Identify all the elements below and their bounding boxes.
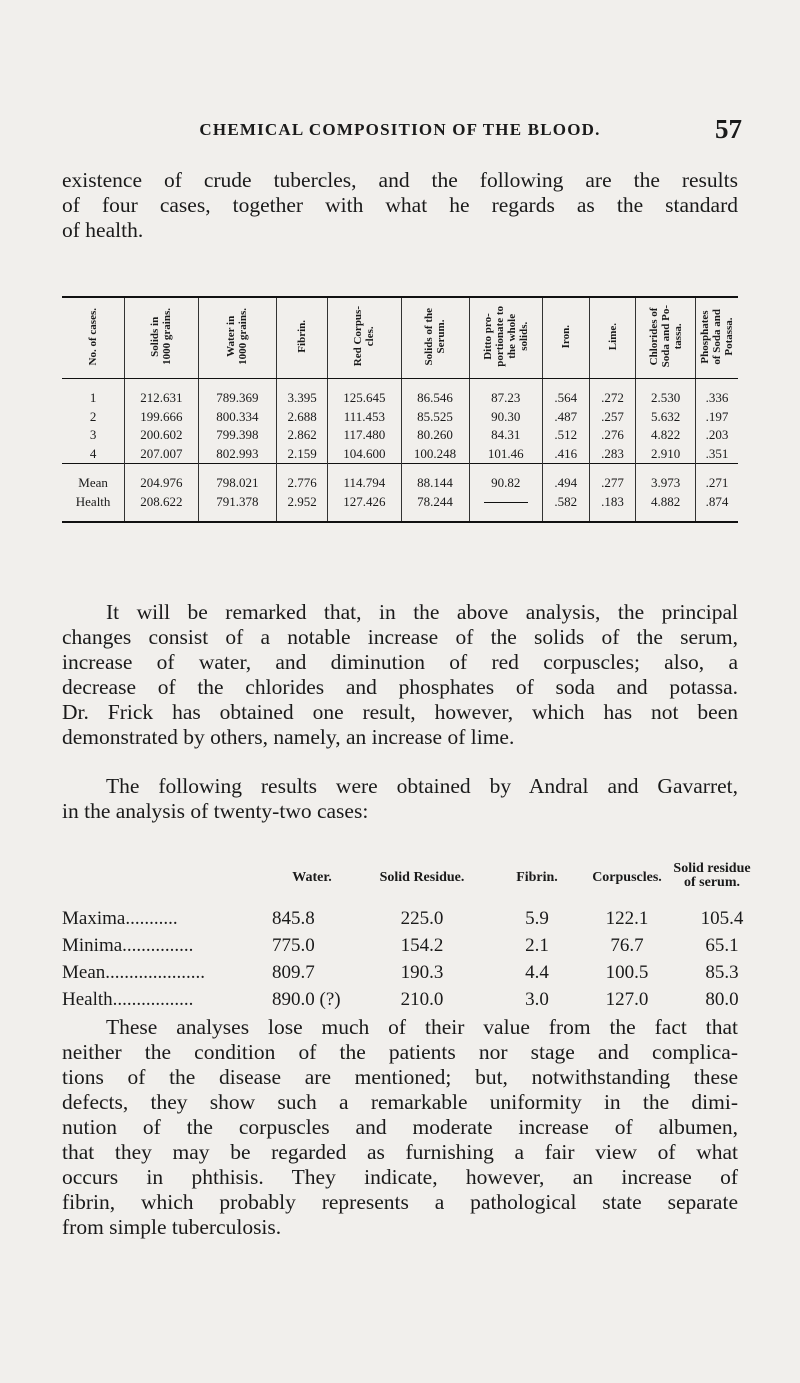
table-row <box>62 962 742 989</box>
spacer-cell <box>125 511 198 522</box>
column-header-text: Solids in 1000 grains. <box>149 308 174 365</box>
spacer-cell <box>62 511 125 522</box>
text-line: demonstrated by others, namely, an increase of lime. <box>62 725 515 749</box>
table-cell: 104.600 <box>328 445 401 464</box>
spacer-cell <box>636 511 696 522</box>
table-cell: 100.5 <box>605 962 649 983</box>
column-header-text: Iron. <box>559 324 572 349</box>
table-cell: .351 <box>695 445 738 464</box>
table-cell: .512 <box>542 426 589 445</box>
table-row <box>62 445 738 464</box>
table-cell: .257 <box>589 408 636 427</box>
spacer-cell <box>589 511 636 522</box>
column-header <box>125 297 198 379</box>
text-line: from simple tuberculosis. <box>62 1215 282 1239</box>
table-cell: .582 <box>542 493 589 512</box>
table-cell: 200.602 <box>125 426 198 445</box>
column-header-text: Ditto pro- portionate to the whole solids. <box>481 306 530 367</box>
table-cell: 204.976 <box>125 474 198 493</box>
table-cell: 2.910 <box>636 445 696 464</box>
column-header <box>198 297 277 379</box>
table-cell: 76.7 <box>610 935 644 956</box>
table-cell: 210.0 <box>400 989 444 1010</box>
column-header <box>277 297 328 379</box>
table-cell: 2.862 <box>277 426 328 445</box>
table-cell: 845.8 <box>272 908 315 929</box>
spacer-cell <box>542 464 589 475</box>
spacer-cell <box>125 379 198 390</box>
table-cell: 154.2 <box>400 935 444 956</box>
table-cell: .487 <box>542 408 589 427</box>
col-fibrin: Fibrin. <box>516 870 558 885</box>
column-header <box>636 297 696 379</box>
table-cell: Mean <box>78 475 108 491</box>
table-cell: 122.1 <box>605 908 649 929</box>
table-cell: 101.46 <box>469 445 542 464</box>
page-number: 57 <box>715 114 742 144</box>
table-cell: 4.882 <box>636 493 696 512</box>
table-row <box>62 935 742 962</box>
table-row <box>62 408 738 427</box>
paragraph-intro <box>62 168 738 243</box>
table-cell: 125.645 <box>328 389 401 408</box>
spacer-cell <box>401 379 469 390</box>
column-header-text: Red Corpus- cles. <box>352 306 377 367</box>
text-line: changes consist of a notable increase of the solids of the serum, <box>62 625 738 649</box>
table-cell: .197 <box>695 408 738 427</box>
spacer-cell <box>469 379 542 390</box>
table-cell: 80.0 <box>705 989 739 1010</box>
spacer-cell <box>401 511 469 522</box>
column-header-text: No. of cases. <box>87 307 100 366</box>
column-header <box>589 297 636 379</box>
col-solid-residue: Solid Residue. <box>379 870 465 885</box>
table-cell: 65.1 <box>705 935 739 956</box>
spacer-cell <box>695 464 738 475</box>
table-cell: 4.4 <box>525 962 549 983</box>
table-cell: 88.144 <box>401 474 469 493</box>
table-row <box>62 474 738 493</box>
table-cell: .271 <box>695 474 738 493</box>
text-line: These analyses lose much of their value from the fact that <box>106 1015 738 1039</box>
text-line: nution of the corpuscles and moderate increase of albumen, <box>62 1115 738 1139</box>
text-line: of four cases, together with what he regards as the standard <box>62 193 738 217</box>
table-cell: 802.993 <box>198 445 277 464</box>
spacer-cell <box>277 379 328 390</box>
table-cell: 2 <box>89 408 97 424</box>
table-cell: 86.546 <box>401 389 469 408</box>
row-label <box>62 962 205 984</box>
row-label-text: Maxima <box>62 908 126 929</box>
paragraph-andral <box>62 774 738 824</box>
table-cell: 2.159 <box>277 445 328 464</box>
table-cell: .272 <box>589 389 636 408</box>
table-cell: 127.0 <box>605 989 649 1010</box>
text-line: The following results were obtained by Andral and Gavarret, <box>106 774 738 798</box>
leader-dots: ........... <box>125 908 178 929</box>
table-cell: 127.426 <box>328 493 401 512</box>
text-line: Dr. Frick has obtained one result, however, which has not been <box>62 700 738 724</box>
table-cell: 212.631 <box>125 389 198 408</box>
table-cell: 117.480 <box>328 426 401 445</box>
table-cell: 3.0 <box>525 989 549 1010</box>
table-cell: 90.30 <box>469 408 542 427</box>
leader-dots: ..................... <box>105 962 206 983</box>
table-cell <box>469 493 542 512</box>
table-row <box>62 989 742 1016</box>
table-cell: 791.378 <box>198 493 277 512</box>
spacer-cell <box>401 464 469 475</box>
table-cell: 1 <box>89 390 97 406</box>
table-cell: 84.31 <box>469 426 542 445</box>
spacer-row <box>62 379 738 390</box>
table-cell: 105.4 <box>700 908 744 929</box>
text-line: existence of crude tubercles, and the following are the results <box>62 168 738 192</box>
table-cell: 78.244 <box>401 493 469 512</box>
row-label-text: Health <box>62 989 113 1010</box>
page-header <box>0 114 800 148</box>
column-header-text: Solids of the Serum. <box>423 307 448 366</box>
leader-dots: ................. <box>112 989 194 1010</box>
column-header-text: Water in 1000 grains. <box>225 308 250 365</box>
spacer-cell <box>198 511 277 522</box>
table-cell: 2.1 <box>525 935 549 956</box>
table-row <box>62 426 738 445</box>
column-header-text: Lime. <box>606 322 619 351</box>
row-label <box>62 908 178 930</box>
spacer-cell <box>589 379 636 390</box>
column-header <box>62 297 125 379</box>
table-cell: 190.3 <box>400 962 444 983</box>
table-cell: .277 <box>589 474 636 493</box>
table-cell: .416 <box>542 445 589 464</box>
table-cell: 199.666 <box>125 408 198 427</box>
spacer-cell <box>328 464 401 475</box>
table-cell: 90.82 <box>469 474 542 493</box>
column-header-text: Chlorides of Soda and Po- tassa. <box>647 305 684 368</box>
table-cell: .336 <box>695 389 738 408</box>
table-cell: 2.776 <box>277 474 328 493</box>
column-header-text: Fibrin. <box>296 320 309 353</box>
spacer-cell <box>328 379 401 390</box>
text-line: defects, they show such a remarkable uniformity in the dimi- <box>62 1090 738 1114</box>
text-line: It will be remarked that, in the above analysis, the principal <box>106 600 738 624</box>
text-line: tions of the disease are mentioned; but, notwithstanding these <box>62 1065 738 1089</box>
table-cell: 85.3 <box>705 962 739 983</box>
column-header <box>328 297 401 379</box>
table-cell: 4.822 <box>636 426 696 445</box>
col-solid-residue-serum <box>652 862 772 890</box>
table-cell: 114.794 <box>328 474 401 493</box>
table-cell: .183 <box>589 493 636 512</box>
spacer-cell <box>62 464 125 475</box>
table-cell: 3 <box>89 427 97 443</box>
table-cell: 207.007 <box>125 445 198 464</box>
table-cell: 111.453 <box>328 408 401 427</box>
text-line: decrease of the chlorides and phosphates of soda and potassa. <box>62 675 738 699</box>
text-line: fibrin, which probably represents a pathological state separate <box>62 1190 738 1214</box>
spacer-cell <box>589 464 636 475</box>
spacer-row <box>62 511 738 522</box>
spacer-cell <box>695 379 738 390</box>
table-cell: .283 <box>589 445 636 464</box>
andral-gavarret-table <box>62 861 751 1016</box>
table-cell: 87.23 <box>469 389 542 408</box>
table-cell: 3.395 <box>277 389 328 408</box>
table-header <box>62 861 751 908</box>
leader-dots: ............... <box>122 935 194 956</box>
spacer-cell <box>695 511 738 522</box>
table-cell: 80.260 <box>401 426 469 445</box>
table-cell: 3.973 <box>636 474 696 493</box>
spacer-cell <box>125 464 198 475</box>
col-corpuscles: Corpuscles. <box>592 870 662 885</box>
row-label <box>62 989 193 1011</box>
spacer-cell <box>62 379 125 390</box>
table-cell: .203 <box>695 426 738 445</box>
dash-rule <box>484 502 528 503</box>
spacer-cell <box>277 511 328 522</box>
header-line: of serum. <box>684 875 740 890</box>
spacer-cell <box>198 379 277 390</box>
table-cell: 890.0 (?) <box>272 989 341 1010</box>
text-line: in the analysis of twenty-two cases: <box>62 799 369 823</box>
table-cell: 2.530 <box>636 389 696 408</box>
table-row <box>62 493 738 512</box>
running-title: CHEMICAL COMPOSITION OF THE BLOOD. <box>199 120 601 139</box>
column-header <box>469 297 542 379</box>
table-cell: .276 <box>589 426 636 445</box>
text-line: occurs in phthisis. They indicate, however, an increase of <box>62 1165 738 1189</box>
spacer-cell <box>542 379 589 390</box>
spacer-cell <box>636 379 696 390</box>
table-cell: 100.248 <box>401 445 469 464</box>
row-label <box>62 935 193 957</box>
table-cell: .494 <box>542 474 589 493</box>
table-cell: 5.9 <box>525 908 549 929</box>
table-cell: Health <box>75 493 111 509</box>
table-cell: 5.632 <box>636 408 696 427</box>
spacer-cell <box>328 511 401 522</box>
column-header <box>542 297 589 379</box>
text-line: of health. <box>62 218 144 242</box>
table-cell: 85.525 <box>401 408 469 427</box>
paragraph-remarks <box>62 600 738 750</box>
col-water: Water. <box>292 870 332 885</box>
header-line: Solid residue <box>673 861 751 876</box>
table-cell: 799.398 <box>198 426 277 445</box>
table-cell: .564 <box>542 389 589 408</box>
text-line: that they may be regarded as furnishing a fair view of what <box>62 1140 738 1164</box>
table-cell: 800.334 <box>198 408 277 427</box>
table-cell: 4 <box>89 445 97 461</box>
table-cell: 809.7 <box>272 962 315 983</box>
column-header <box>401 297 469 379</box>
table-cell: .874 <box>695 493 738 512</box>
table-cell: 798.021 <box>198 474 277 493</box>
text-line: increase of water, and diminution of red corpuscles; also, a <box>62 650 738 674</box>
spacer-cell <box>469 511 542 522</box>
table-row <box>62 908 742 935</box>
paragraph-conclusion <box>62 1015 738 1240</box>
row-label-text: Minima <box>62 935 123 956</box>
spacer-cell <box>636 464 696 475</box>
table-cell: 2.688 <box>277 408 328 427</box>
spacer-cell <box>469 464 542 475</box>
column-header-text: Phosphates of Soda and Potassa. <box>698 308 735 365</box>
table-cell: 789.369 <box>198 389 277 408</box>
blood-analysis-table <box>62 296 738 523</box>
table-cell: 2.952 <box>277 493 328 512</box>
text-line: neither the condition of the patients nor stage and complica- <box>62 1040 738 1064</box>
column-header <box>695 297 738 379</box>
spacer-cell <box>277 464 328 475</box>
spacer-cell <box>542 511 589 522</box>
row-label-text: Mean <box>62 962 106 983</box>
table-cell: 775.0 <box>272 935 315 956</box>
spacer-cell <box>198 464 277 475</box>
table-cell: 208.622 <box>125 493 198 512</box>
table-row <box>62 389 738 408</box>
table-cell: 225.0 <box>400 908 444 929</box>
spacer-row <box>62 464 738 475</box>
